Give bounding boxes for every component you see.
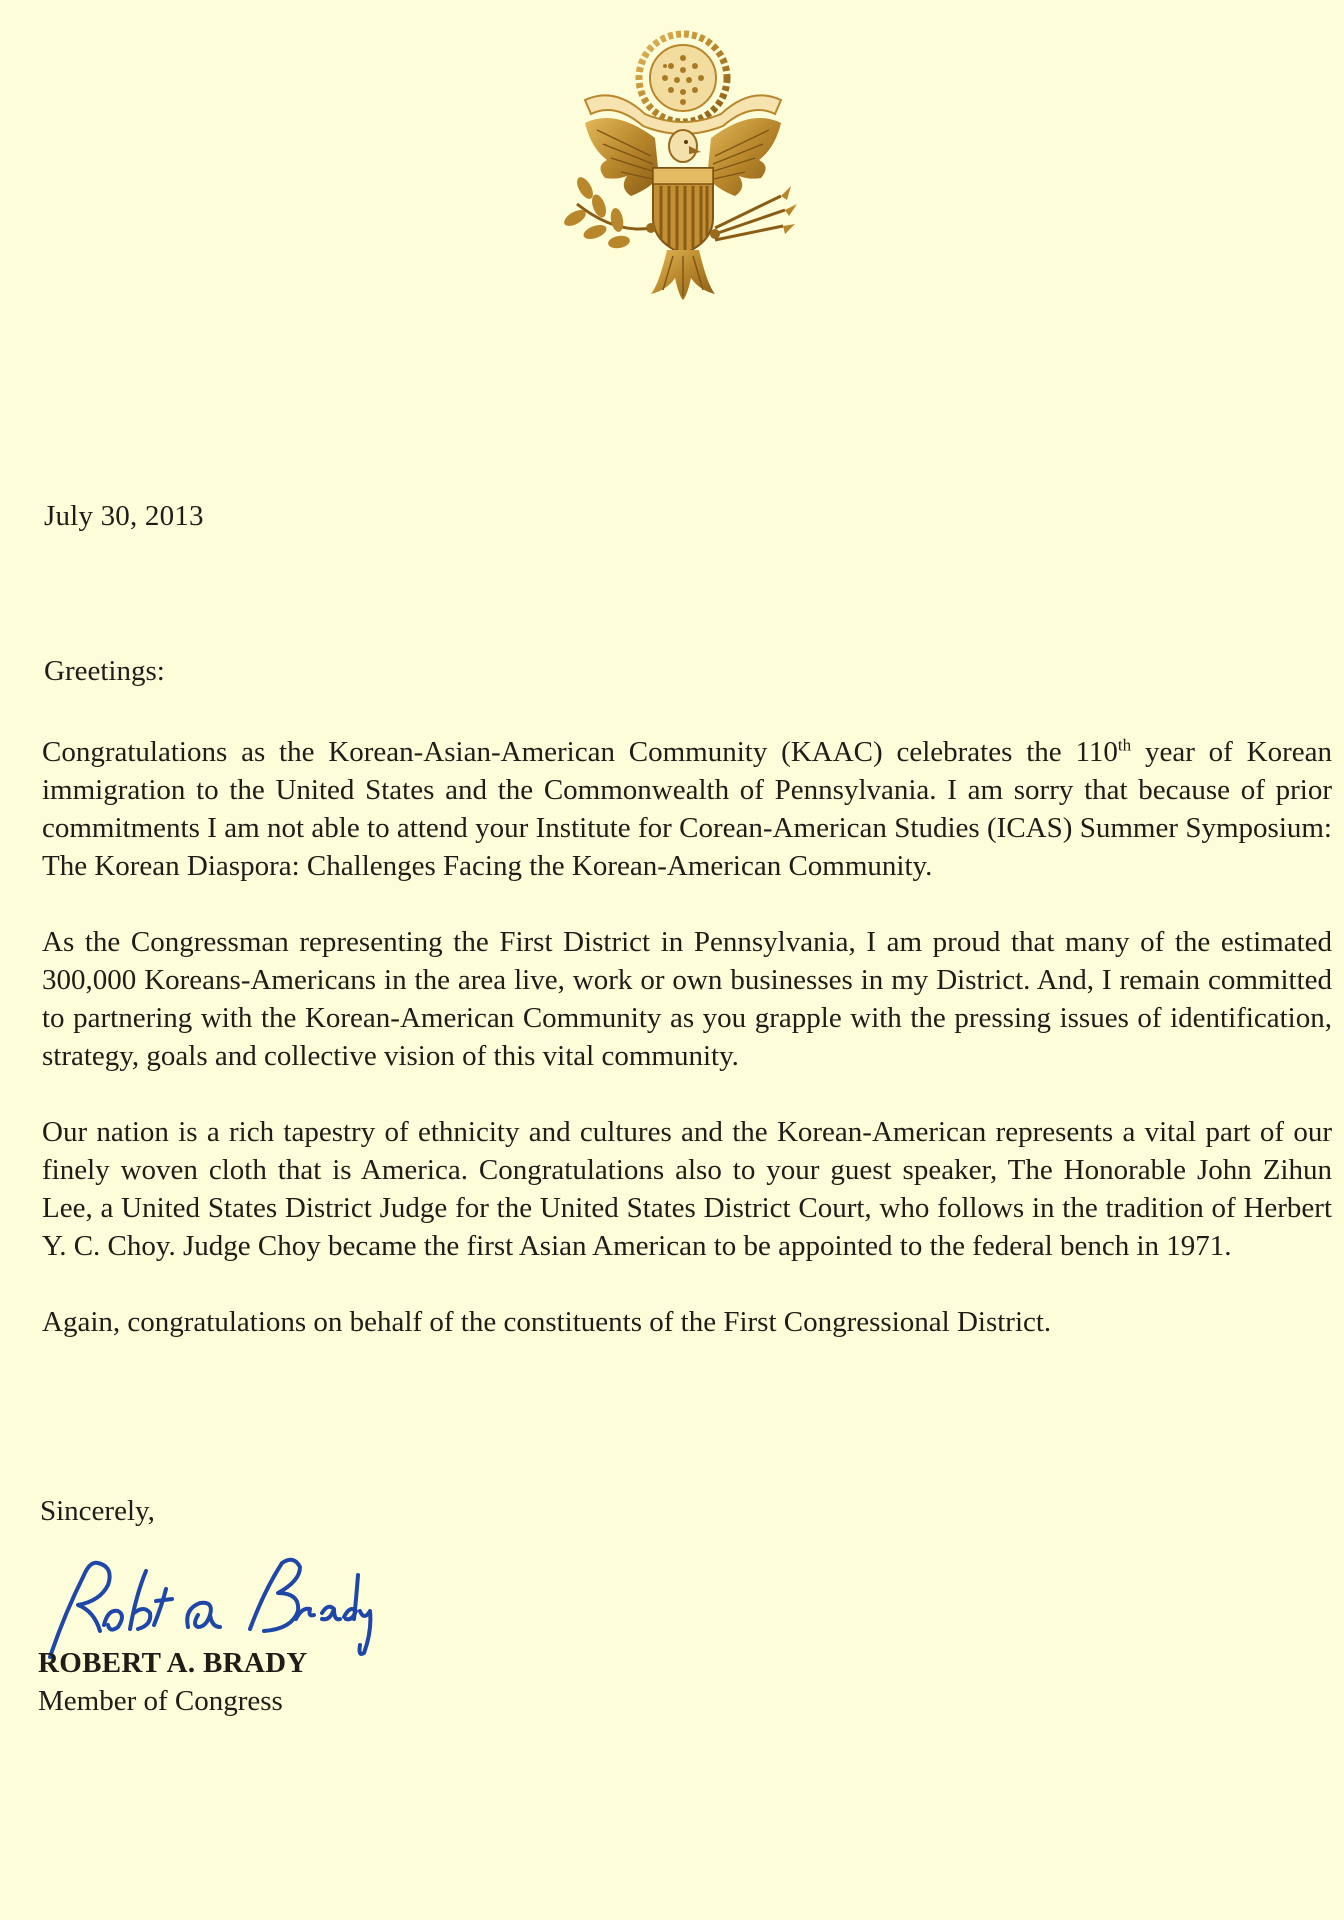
ordinal-suffix: th xyxy=(1117,735,1132,755)
body-paragraph-4: Again, congratulations on behalf of the constituents of the First Congressional District. xyxy=(42,1306,1052,1338)
body-paragraph-1 xyxy=(42,733,1332,885)
signer-name: ROBERT A. BRADY xyxy=(38,1647,308,1679)
body-paragraph-2: As the Congressman representing the First District in Pennsylvania, I am proud that many of the estimated 300,000 Koreans-Americans in the area live, work or own businesses in my District. And, I remain committed to partnering with the Korean-American Community as you grapple with the pressing issues of identification, strategy, goals and collective vision of this vital community. xyxy=(42,926,1332,1072)
body-paragraph-3: Our nation is a rich tapestry of ethnicity and cultures and the Korean-American represents a vital part of our finely woven cloth that is America. Congratulations also to your guest speaker, The Honorable John Zihun Lee, a United States District Judge for the United States District Court, who follows in the tradition of Herbert Y. C. Choy. Judge Choy became the first Asian American to be appointed to the federal bench in 1971. xyxy=(42,1116,1332,1262)
letter-closing: Sincerely, xyxy=(40,1495,155,1527)
letter-date: July 30, 2013 xyxy=(44,500,204,532)
letter-greeting: Greetings: xyxy=(44,655,165,687)
letter-body xyxy=(42,733,1332,1379)
body-paragraph-1-text: Congratulations as the Korean-Asian-American Community (KAAC) celebrates the 110 xyxy=(42,736,1118,768)
signer-title: Member of Congress xyxy=(38,1685,283,1717)
body-paragraph-1-text-cont: year of Korean immigration to the United States and the Commonwealth of Pennsylvania. I am sorry that because of prior commitments I am not able to attend your Institute for Corean-American Studies (ICAS) Summer Symposium: The Korean Diaspora: Challenges Facing the Korean-American Community. xyxy=(42,736,1333,882)
great-seal-eagle-icon xyxy=(555,28,810,300)
handwritten-signature xyxy=(38,1535,378,1660)
